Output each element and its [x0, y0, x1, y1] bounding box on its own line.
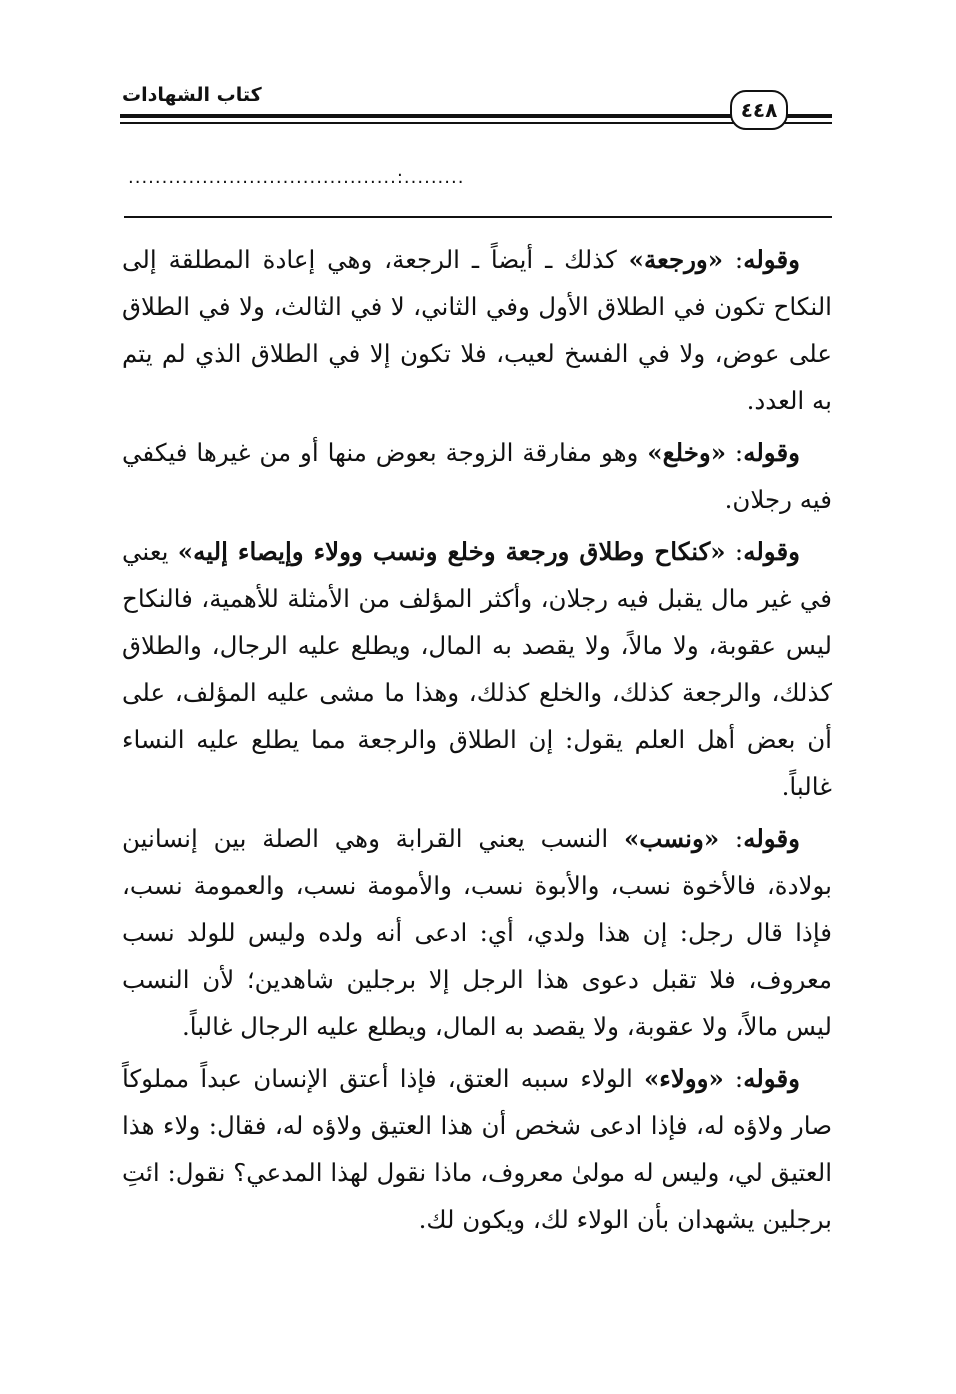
paragraph-text: وهو مفارقة الزوجة بعوض منها أو من غيرها فيكفي فيه رجلان. [122, 438, 832, 514]
paragraph-text: كذلك ـ أيضاً ـ الرجعة، وهي إعادة المطلقة إلى النكاح تكون في الطلاق الأول وفي الثاني، لا في الثالث، ولا في الطلاق على عوض، ولا في الفسخ لعيب، فلا تكون إلا في الطلاق الذي لم يتم به العدد. [122, 245, 832, 415]
paragraph-text: الولاء سببه العتق، فإذا أعتق الإنسان عبداً مملوكاً صار ولاؤه له، فإذا ادعى شخص أن هذا العتيق ولاؤه له، فقال: ولاء هذا العتيق لي، وليس له مولىٰ معروف، ماذا نقول لهذا المدعي؟ نقول: ائتِ برجلين يشهدان بأن الولاء لك، ويكون لك. [122, 1064, 832, 1234]
running-header [120, 84, 832, 134]
body-text [122, 236, 832, 1248]
paragraph: وقوله: «ونسب» النسب يعني القرابة وهي الصلة بين إنسانين بولادة، فالأخوة نسب، والأبوة نسب، والأمومة نسب، والعمومة نسب، فإذا قال رجل: إن هذا ولدي، أي: ادعى أنه ولده وليس للولد نسب معروف، فلا تقبل دعوى هذا الرجل إلا برجلين شاهدين؛ لأن النسب ليس مالاً، ولا عقوبة، ولا يقصد به المال، ويطلع عليه الرجال غالباً. [122, 824, 832, 1041]
paragraph: وقوله: «وولاء» الولاء سببه العتق، فإذا أعتق الإنسان عبداً مملوكاً صار ولاؤه له، فإذا ادعى شخص أن هذا العتيق ولاؤه له، فقال: ولاء هذا العتيق لي، وليس له مولىٰ معروف، ماذا نقول لهذا المدعي؟ نقول: ائتِ برجلين يشهدان بأن الولاء لك، ويكون لك. [122, 1064, 832, 1234]
header-rule-thin [120, 122, 832, 124]
quoted-term: «ورجعة» [628, 245, 724, 274]
lead-word: وقوله [743, 1064, 801, 1093]
lead-word: وقوله [743, 537, 800, 566]
paragraph: وقوله: «ورجعة» كذلك ـ أيضاً ـ الرجعة، وهي إعادة المطلقة إلى النكاح تكون في الطلاق الأول وفي الثاني، لا في الثالث، ولا في الطلاق على عوض، ولا في الفسخ لعيب، فلا تكون إلا في الطلاق الذي لم يتم به العدد. [122, 245, 832, 415]
quoted-term: «وولاء» [643, 1064, 724, 1093]
lead-word: وقوله [743, 438, 801, 467]
quoted-term: «ونسب» [623, 824, 720, 853]
continuation-dots: ........................................:......... [128, 167, 465, 188]
quoted-term: «كنكاح وطلاق ورجعة وخلع ونسب وولاء وإيصاء إليه» [177, 537, 726, 566]
lead-word: وقوله [743, 245, 801, 274]
quoted-term: «وخلع» [647, 438, 727, 467]
paragraph-text: النسب يعني القرابة وهي الصلة بين إنسانين بولادة، فالأخوة نسب، والأبوة نسب، والأمومة نسب، والعمومة نسب، فإذا قال رجل: إن هذا ولدي، أي: ادعى أنه ولده وليس للولد نسب معروف، فلا تقبل دعوى هذا الرجل إلا برجلين شاهدين؛ لأن النسب ليس مالاً، ولا عقوبة، ولا يقصد به المال، ويطلع عليه الرجال غالباً. [122, 824, 832, 1041]
paragraph: وقوله: «كنكاح وطلاق ورجعة وخلع ونسب وولاء وإيصاء إليه» يعني في غير مال يقبل فيه رجلان، وأكثر المؤلف من الأمثلة للأهمية، فالنكاح ليس عقوبة، ولا مالاً، ولا يقصد به المال، ويطلع عليه الرجال، والطلاق كذلك، والرجعة كذلك، والخلع كذلك، وهذا ما مشى عليه المؤلف، على أن بعض أهل العلم يقول: إن الطلاق والرجعة مما يطلع عليه النساء غالباً. [122, 537, 832, 801]
header-rule-thick [120, 114, 832, 118]
book-title: كتاب الشهادات [122, 84, 262, 106]
paragraph-text: يعني في غير مال يقبل فيه رجلان، وأكثر المؤلف من الأمثلة للأهمية، فالنكاح ليس عقوبة، ولا مالاً، ولا يقصد به المال، ويطلع عليه الرجال، والطلاق كذلك، والرجعة كذلك، والخلع كذلك، وهذا ما مشى عليه المؤلف، على أن بعض أهل العلم يقول: إن الطلاق والرجعة مما يطلع عليه النساء غالباً. [122, 537, 832, 801]
lead-word: وقوله [743, 824, 800, 853]
separator-rule [124, 216, 832, 218]
paragraph: وقوله: «وخلع» وهو مفارقة الزوجة بعوض منها أو من غيرها فيكفي فيه رجلان. [122, 438, 832, 514]
page-number: ٤٤٨ [730, 90, 788, 130]
